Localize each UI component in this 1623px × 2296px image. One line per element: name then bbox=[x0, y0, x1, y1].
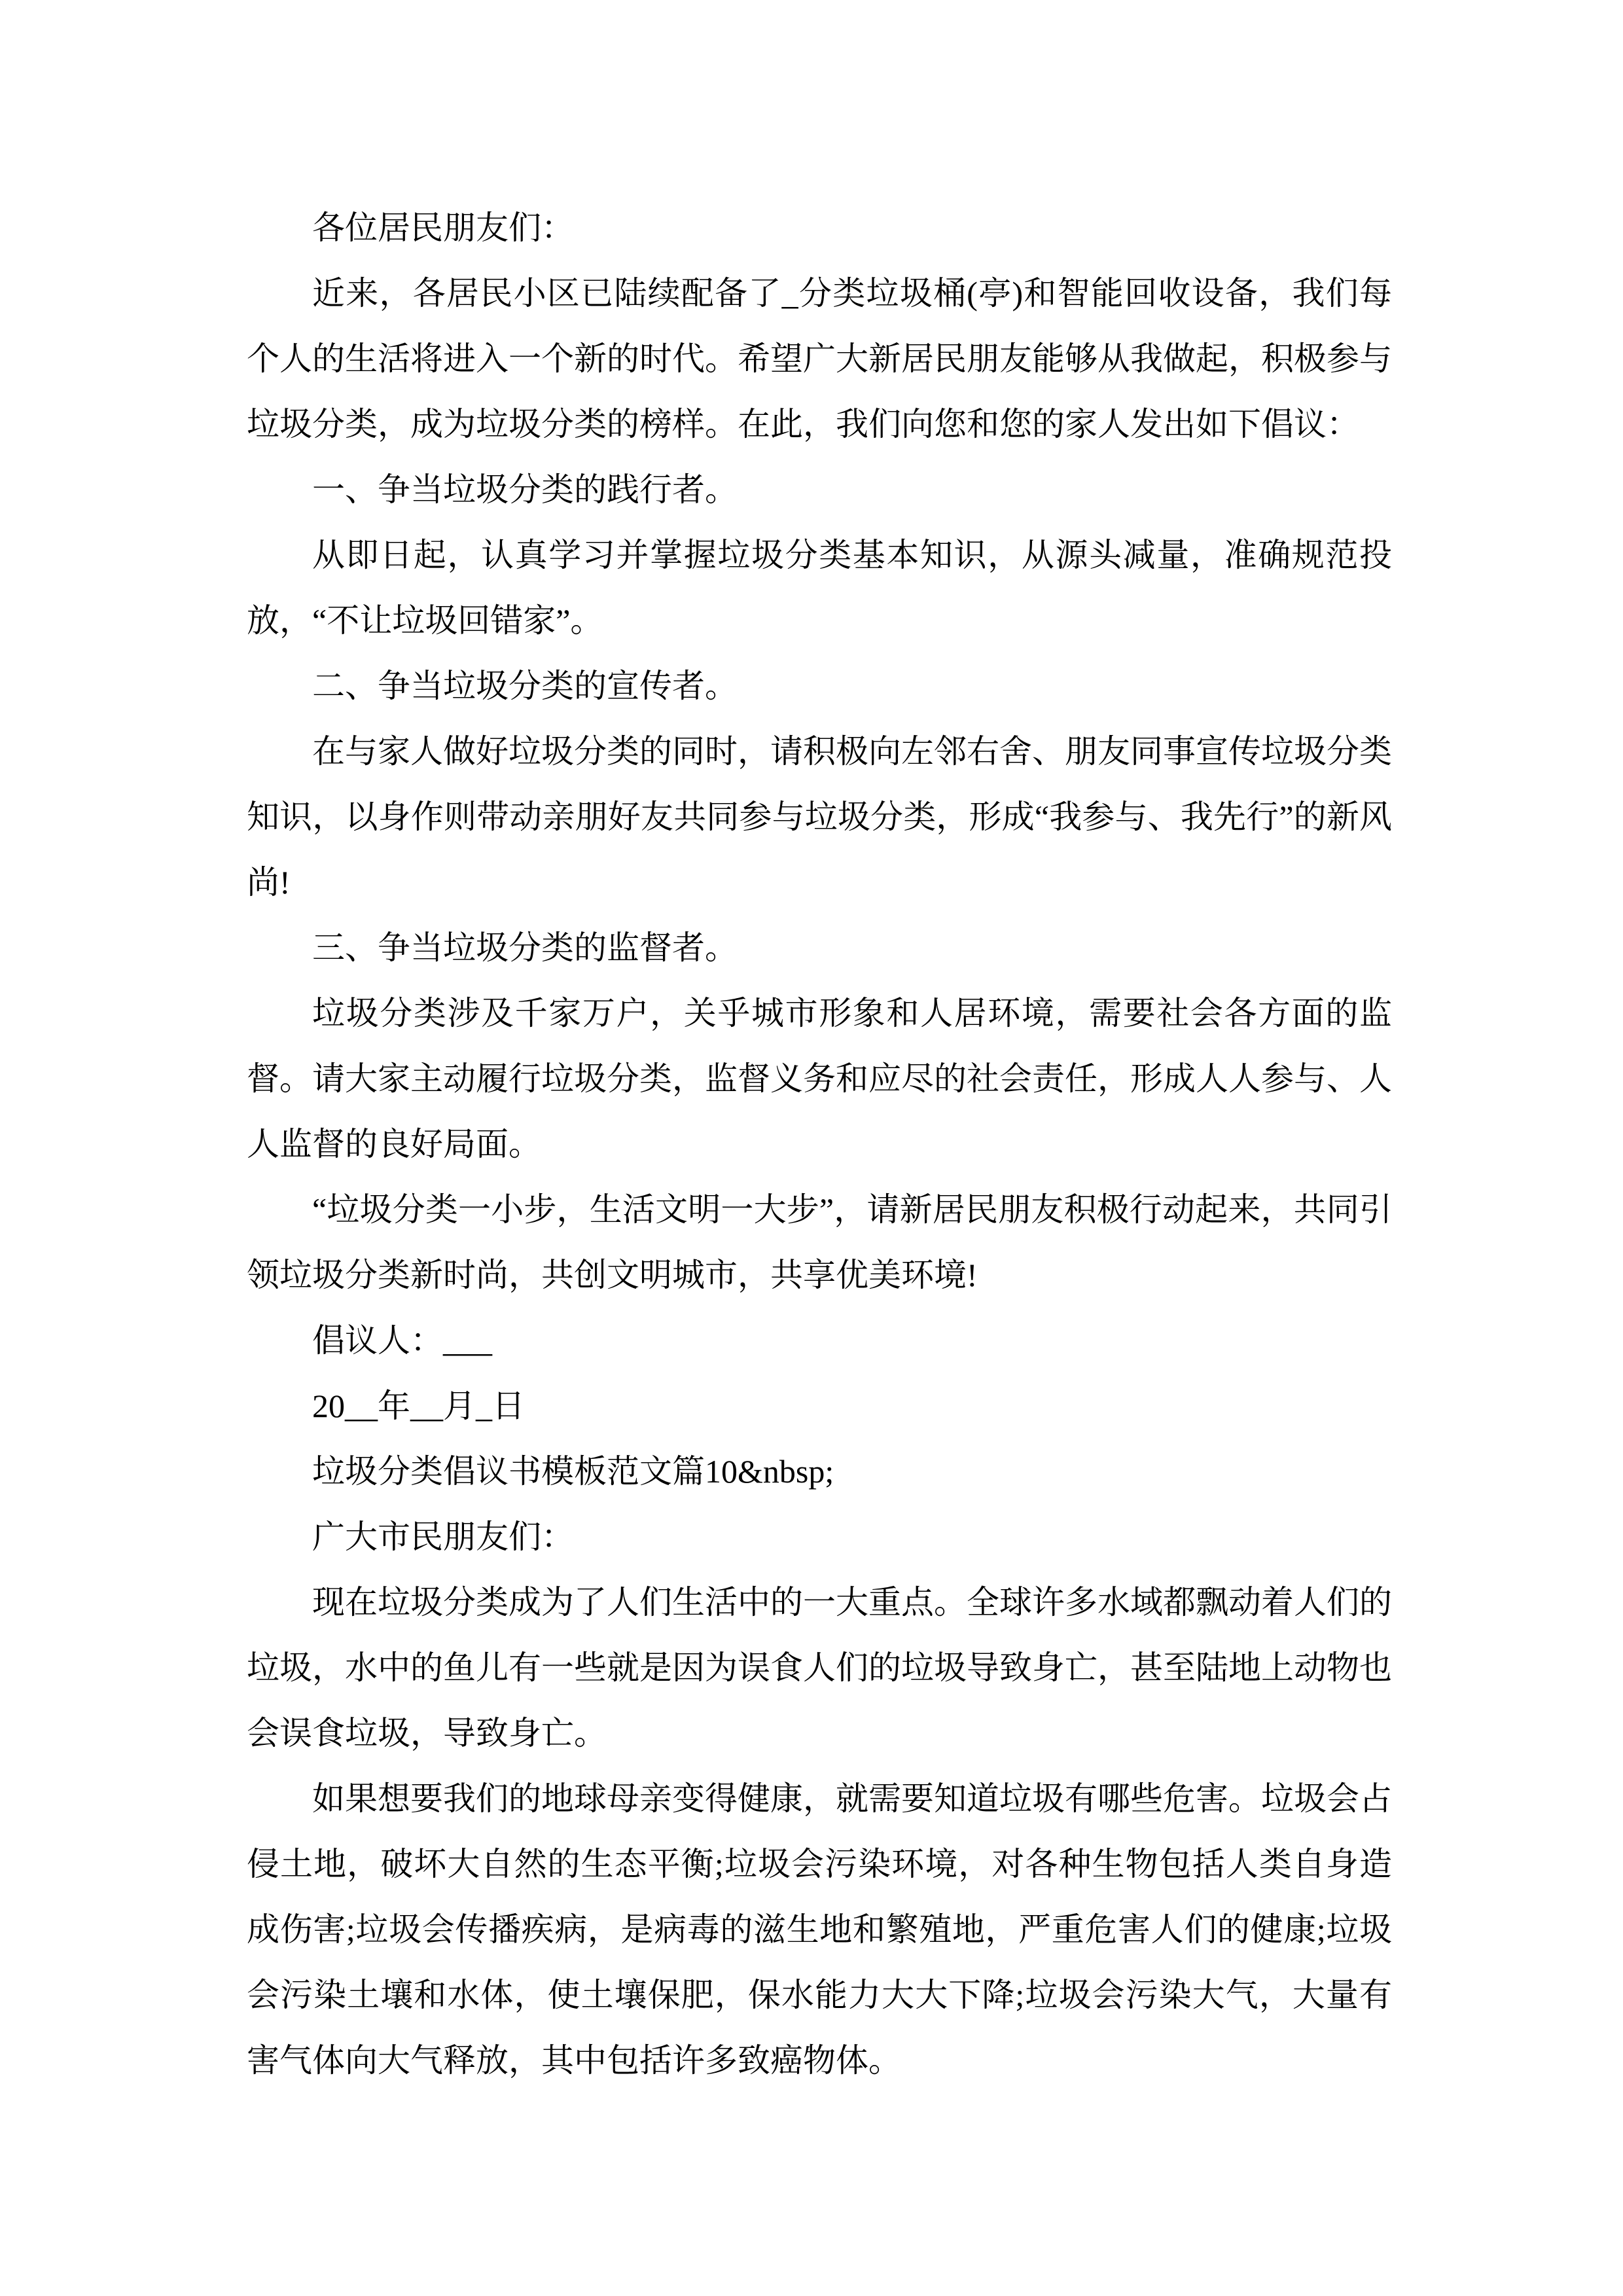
template-section-title: 垃圾分类倡议书模板范文篇10&nbsp; bbox=[312, 1453, 834, 1490]
signature-date-line: 20__年__月_日 bbox=[312, 1388, 525, 1424]
heading-proposal-item-2: 二、争当垃圾分类的宣传者。 bbox=[312, 668, 738, 704]
paragraph-global-problem: 现在垃圾分类成为了人们生活中的一大重点。全球许多水域都飘动着人们的垃圾，水中的鱼儿有一些就是因为误食人们的垃圾导致身亡，甚至陆地上动物也会误食垃圾，导致身亡。 bbox=[247, 1584, 1392, 1751]
signature-proposer-line: 倡议人：___ bbox=[312, 1322, 492, 1359]
paragraph-intro: 近来，各居民小区已陆续配备了_分类垃圾桶(亭)和智能回收设备，我们每个人的生活将进入一个新的时代。希望广大新居民朋友能够从我做起，积极参与垃圾分类，成为垃圾分类的榜样。在此，我们向您和您的家人发出如下倡议： bbox=[247, 275, 1392, 442]
paragraph-garbage-harms: 如果想要我们的地球母亲变得健康，就需要知道垃圾有哪些危害。垃圾会占侵土地，破坏大自然的生态平衡;垃圾会污染环境，对各种生物包括人类自身造成伤害;垃圾会传播疾病，是病毒的滋生地和繁殖地，严重危害人们的健康;垃圾会污染土壤和水体，使土壤保肥，保水能力大大下降;垃圾会污染大气，大量有害气体向大气释放，其中包括许多致癌物体。 bbox=[247, 1780, 1392, 2079]
document-body bbox=[247, 195, 1392, 2093]
salutation-citizens: 广大市民朋友们： bbox=[312, 1518, 574, 1555]
paragraph-closing-appeal: “垃圾分类一小步，生活文明一大步”，请新居民朋友积极行动起来，共同引领垃圾分类新时尚，共创文明城市，共享优美环境! bbox=[247, 1191, 1392, 1293]
salutation-residents: 各位居民朋友们： bbox=[312, 209, 574, 246]
paragraph-item-2-detail: 在与家人做好垃圾分类的同时，请积极向左邻右舍、朋友同事宣传垃圾分类知识，以身作则带动亲朋好友共同参与垃圾分类，形成“我参与、我先行”的新风尚! bbox=[247, 733, 1392, 901]
paragraph-item-1-detail: 从即日起，认真学习并掌握垃圾分类基本知识，从源头减量，准确规范投放，“不让垃圾回错家”。 bbox=[247, 537, 1392, 639]
heading-proposal-item-3: 三、争当垃圾分类的监督者。 bbox=[312, 929, 738, 966]
heading-proposal-item-1: 一、争当垃圾分类的践行者。 bbox=[312, 471, 738, 508]
paragraph-item-3-detail: 垃圾分类涉及千家万户，关乎城市形象和人居环境，需要社会各方面的监督。请大家主动履行垃圾分类，监督义务和应尽的社会责任，形成人人参与、人人监督的良好局面。 bbox=[247, 995, 1392, 1162]
